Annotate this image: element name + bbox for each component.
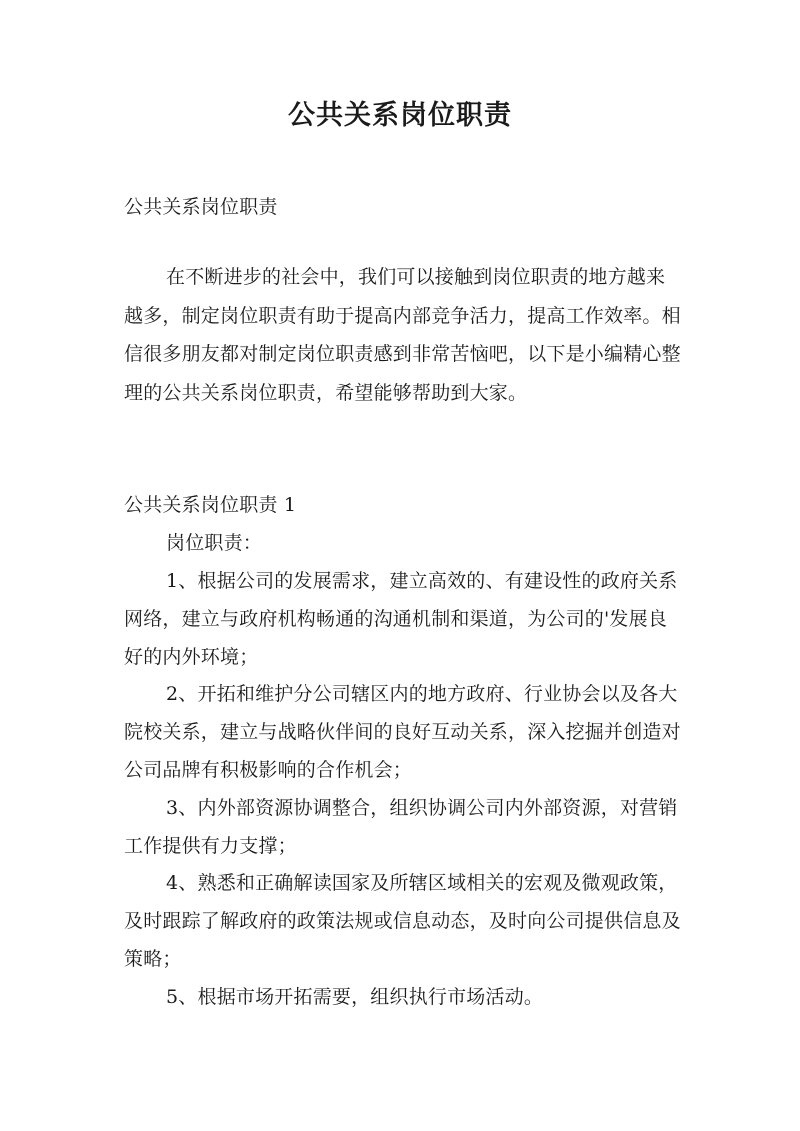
duty-item-5: 5、根据市场开拓需要，组织执行市场活动。 <box>166 985 544 1008</box>
duty-item-2: 2、开拓和维护分公司辖区内的地方政府、行业协会以及各大院校关系，建立与战略伙伴间的良好互动关系，深入挖掘并创造对公司品牌有积极影响的合作机会； <box>124 683 681 781</box>
duty-item-4: 4、熟悉和正确解读国家及所辖区域相关的宏观及微观政策，及时跟踪了解政府的政策法规或信息动态，及时向公司提供信息及策略； <box>124 872 681 970</box>
duty-item-3: 3、内外部资源协调整合，组织协调公司内外部资源，对营销工作提供有力支撑； <box>124 796 678 857</box>
duty-item-1: 1、根据公司的发展需求，建立高效的、有建设性的政府关系网络，建立与政府机构畅通的沟通机制和渠道，为公司的'发展良好的内外环境； <box>124 570 678 668</box>
document-title: 公共关系岗位职责 <box>288 100 512 131</box>
duties-label: 岗位职责： <box>166 532 263 554</box>
duty-list <box>124 563 684 1017</box>
intro-paragraph: 在不断进步的社会中，我们可以接触到岗位职责的地方越来越多，制定岗位职责有助于提高内部竞争活力，提高工作效率。相信很多朋友都对制定岗位职责感到非常苦恼吧，以下是小编精心整理的公共关系岗位职责，希望能够帮助到大家。 <box>124 266 681 404</box>
section-heading: 公共关系岗位职责 1 <box>124 494 297 516</box>
document-subtitle: 公共关系岗位职责 <box>124 196 278 218</box>
